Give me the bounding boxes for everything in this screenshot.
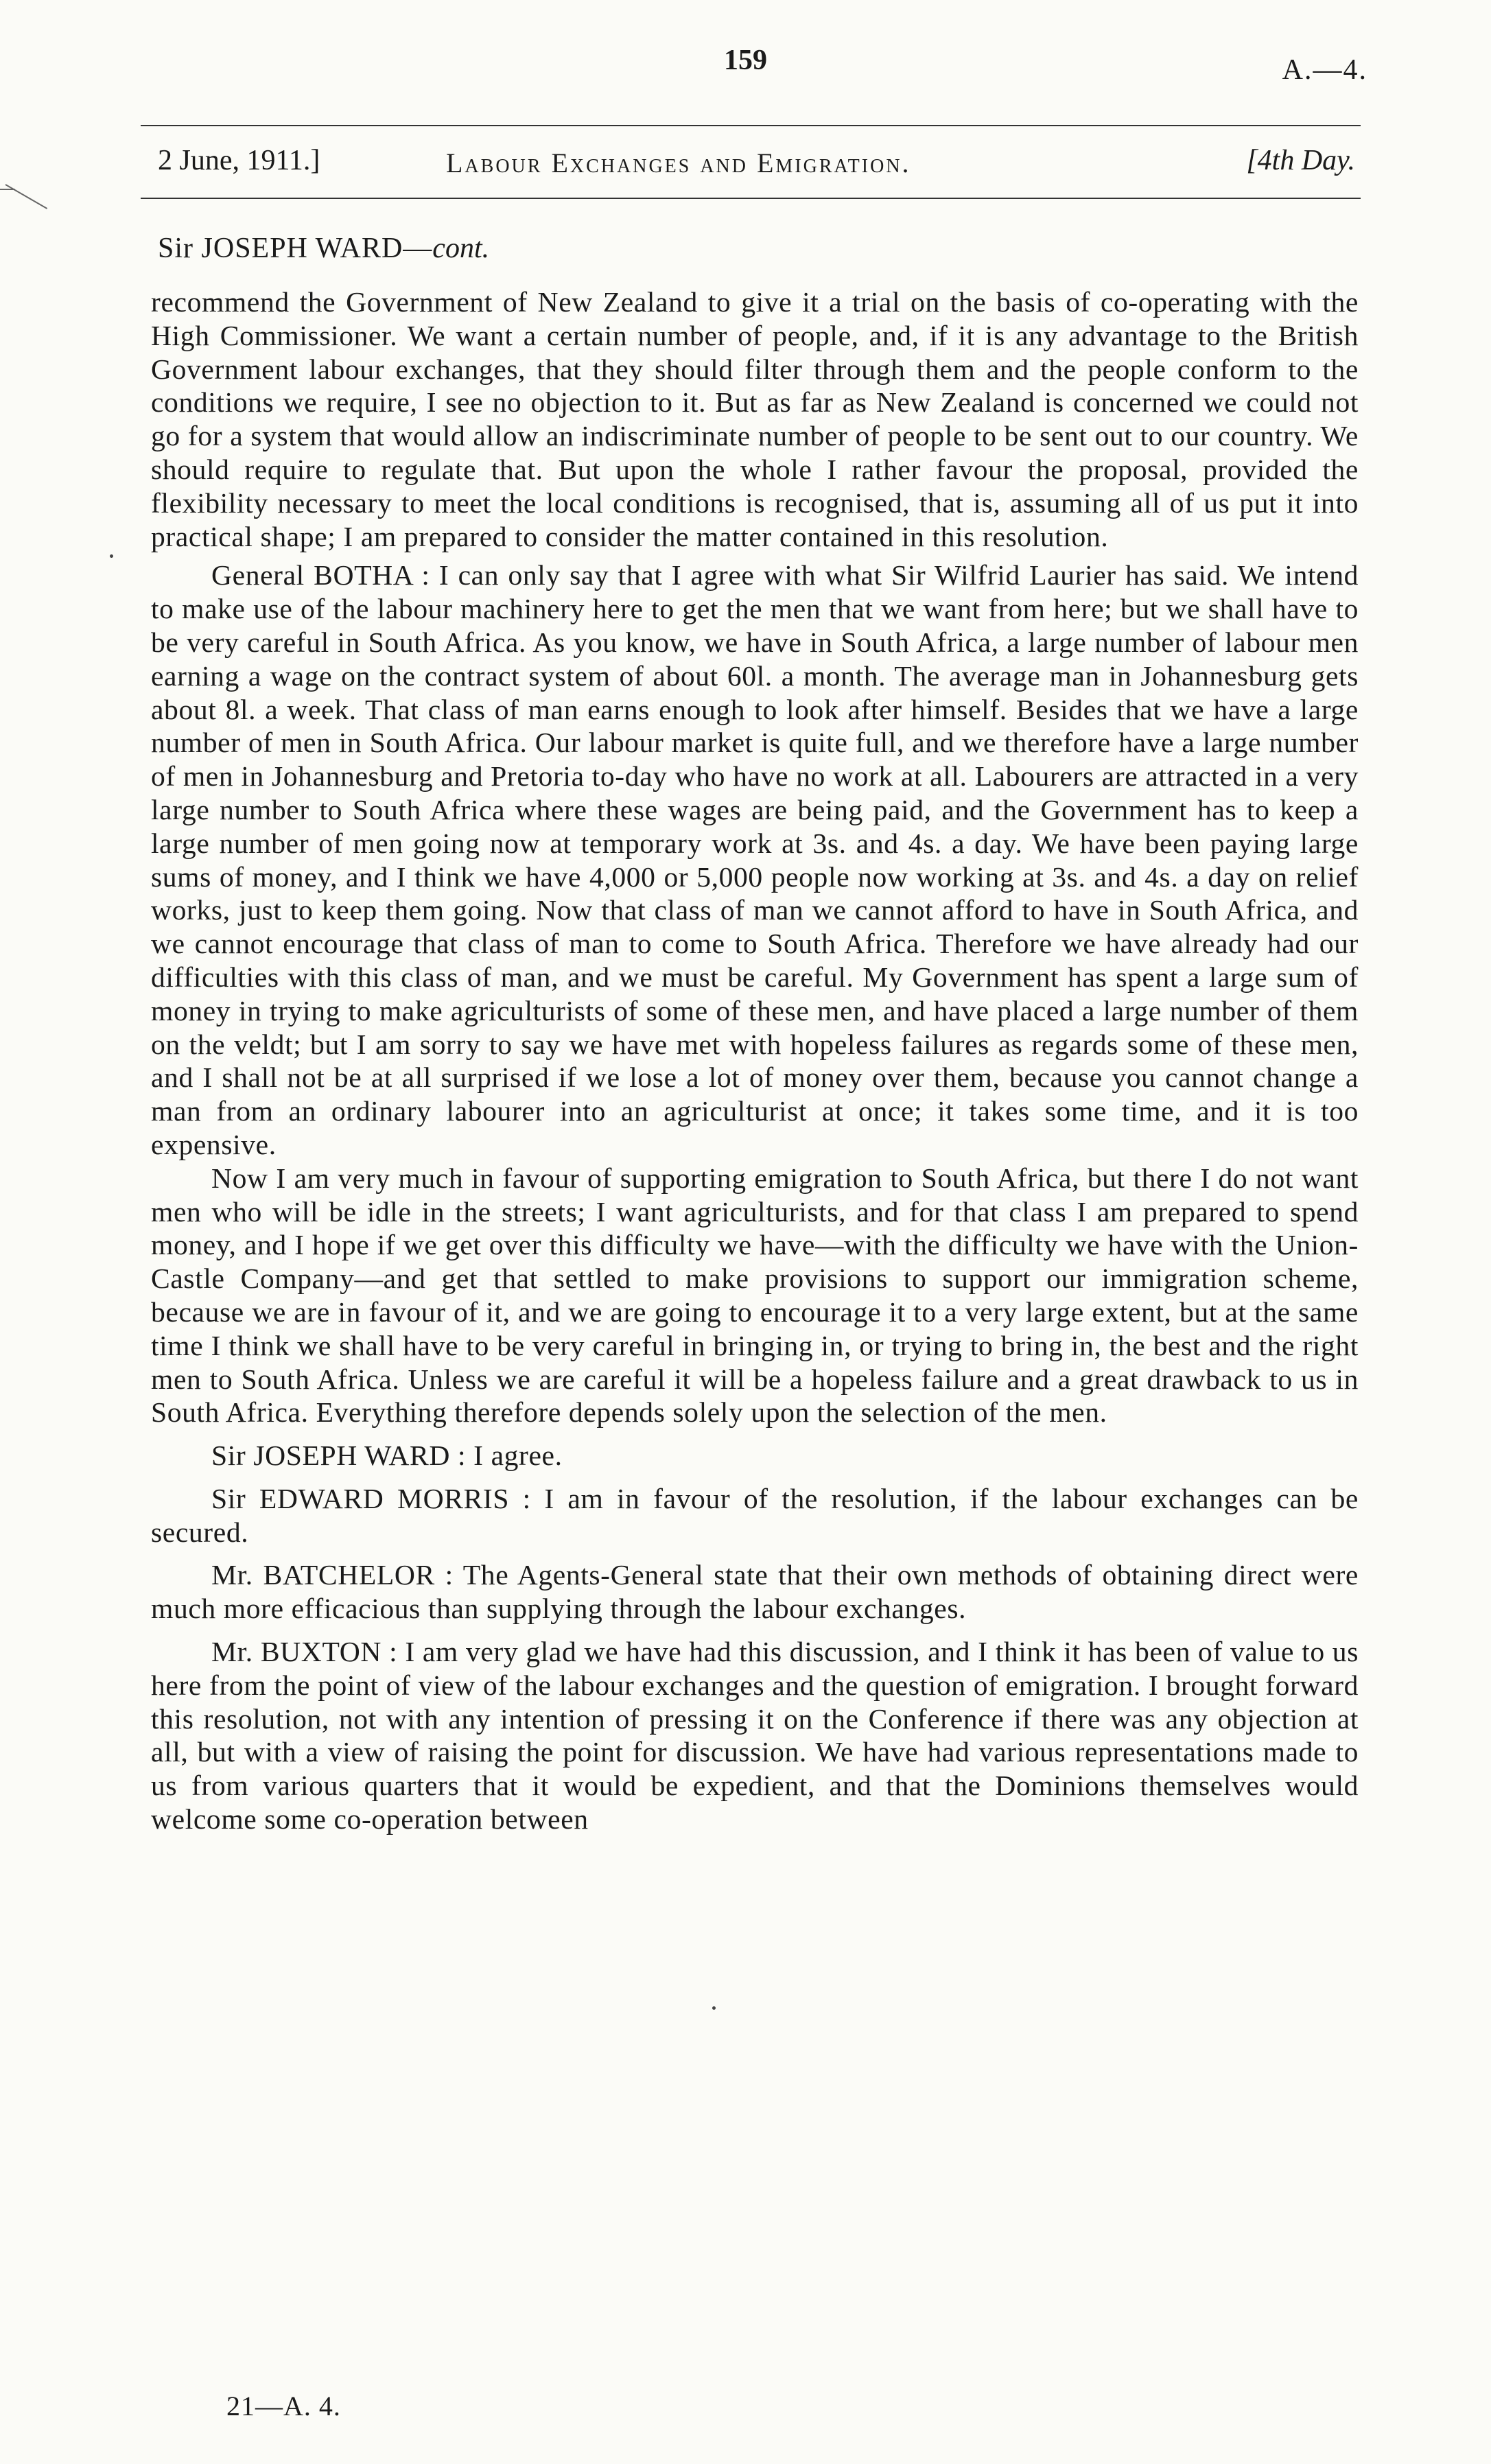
paragraph-speaker: Mr. BATCHELOR : bbox=[211, 1559, 454, 1591]
paragraph-text: I agree. bbox=[466, 1440, 563, 1472]
header-rule-bottom bbox=[141, 198, 1361, 199]
speaker-heading bbox=[158, 232, 489, 265]
running-title: Labour Exchanges and Emigration. bbox=[446, 148, 911, 178]
header-date: 2 June, 1911.] bbox=[158, 145, 320, 176]
paragraph-speaker: General BOTHA : bbox=[211, 559, 430, 591]
series-number: A.—4. bbox=[1282, 54, 1367, 86]
paragraph-text: recommend the Government of New Zealand to give it a trial on the basis of co-operating with the High Commissioner. We want a certain number of people, and, if it is any advantage to the British Government labour exchanges, that they should filter through them and the people conform to the conditions we require, I see no objection to it. But as far as New Zealand is concerned we could not go for a system that would allow an indiscriminate number of people to be sent out to our country. We should require to regulate that. But upon the whole I rather favour the proposal, provided the flexibility necessary to meet the local conditions is recognised, that is, assuming all of us put it into practical shape; I am prepared to consider the matter contained in this resolution. bbox=[151, 286, 1359, 552]
paragraph bbox=[151, 1162, 1359, 1429]
header-day: [4th Day. bbox=[1246, 145, 1355, 176]
paragraph bbox=[151, 1439, 1359, 1472]
paragraph-speaker: Sir JOSEPH WARD : bbox=[211, 1440, 467, 1472]
paragraph bbox=[151, 1482, 1359, 1549]
ink-speck bbox=[110, 554, 113, 558]
ink-speck bbox=[712, 2006, 716, 2010]
paragraph-text: I am very glad we have had this discussion, and I think it has been of value to us here from the point of view of the labour exchanges and the question of emigration. I brought forward this resolution, not with any intention of pressing it on the Conference if there was any objection at all, but with a view of raising the point for discussion. We have had various representations made to us from various quarters that it would be expedient, and that the Dominions themselves would welcome some co-operation between bbox=[151, 1636, 1359, 1835]
speaker-heading-cont: cont. bbox=[432, 233, 490, 264]
paragraph bbox=[151, 559, 1359, 1161]
paragraph-text: The Agents-General state that their own methods of obtaining direct were much more efficacious than supplying through the labour exchanges. bbox=[151, 1559, 1359, 1625]
paragraph bbox=[151, 1635, 1359, 1836]
running-header bbox=[158, 144, 1355, 185]
signature-mark: 21—A. 4. bbox=[226, 2391, 341, 2421]
paragraph-text: I can only say that I agree with what Sir Wilfrid Laurier has said. We intend to make use of the labour machinery here to get the men that we want from here; but we shall have to be very careful in South Africa. As you know, we have in South Africa, a large number of labour men earning a wage on the contract system of about 60l. a month. The average man in Johannesburg gets about 8l. a week. That class of man earns enough to look after himself. Besides that we have a large number of men in South Africa. Our labour market is quite full, and we therefore have a large number of men in Johannesburg and Pretoria to-day who have no work at all. Labourers are attracted in a very large number to South Africa where these wages are being paid, and the Government has to keep a large number of men going now at temporary work at 3s. and 4s. a day. We have been paying large sums of money, and I think we have 4,000 or 5,000 people now working at 3s. and 4s. a day on relief works, just to keep them going. Now that class of man we cannot afford to have in South Africa, and we cannot encourage that class of man to come to South Africa. Therefore we have already had our difficulties with this class of man, and we must be careful. My Government has spent a large sum of money in trying to make agriculturists of some of these men, and have placed a large number of them on the veldt; but I am sorry to say we have met with hopeless failures as regards some of these men, and I shall not be at all surprised if we lose a lot of money over them, because you cannot change a man from an ordinary labourer into an agriculturist at once; it takes some time, and it is too expensive. bbox=[151, 559, 1359, 1160]
body-text bbox=[151, 285, 1359, 1836]
paragraph-text: Now I am very much in favour of supporting emigration to South Africa, but there I do not want men who will be idle in the streets; I want agriculturists, and for that class I am prepared to spend money, and I hope if we get over this difficulty we have—with the difficulty we have with the Union-Castle Company—and get that settled to make provisions to support our immigration scheme, because we are in favour of it, and we are going to encourage it to a very large extent, but at the same time I think we shall have to be very careful in bringing in, or trying to bring in, the best and the right men to South Africa. Unless we are careful it will be a hopeless failure and a great drawback to us in South Africa. Everything therefore depends solely upon the selection of the men. bbox=[151, 1162, 1359, 1429]
paragraph bbox=[151, 285, 1359, 553]
header-rule-top bbox=[141, 125, 1361, 126]
margin-mark-tick bbox=[0, 189, 15, 190]
paragraph-speaker: Sir EDWARD MORRIS : bbox=[211, 1482, 531, 1514]
margin-mark bbox=[5, 184, 48, 209]
speaker-heading-name: Sir JOSEPH WARD— bbox=[158, 233, 433, 264]
paragraph bbox=[151, 1558, 1359, 1626]
page-number: 159 bbox=[724, 45, 767, 76]
paragraph-speaker: Mr. BUXTON : bbox=[211, 1636, 398, 1668]
paragraph-text: I am in favour of the resolution, if the labour exchanges can be secured. bbox=[151, 1482, 1359, 1548]
